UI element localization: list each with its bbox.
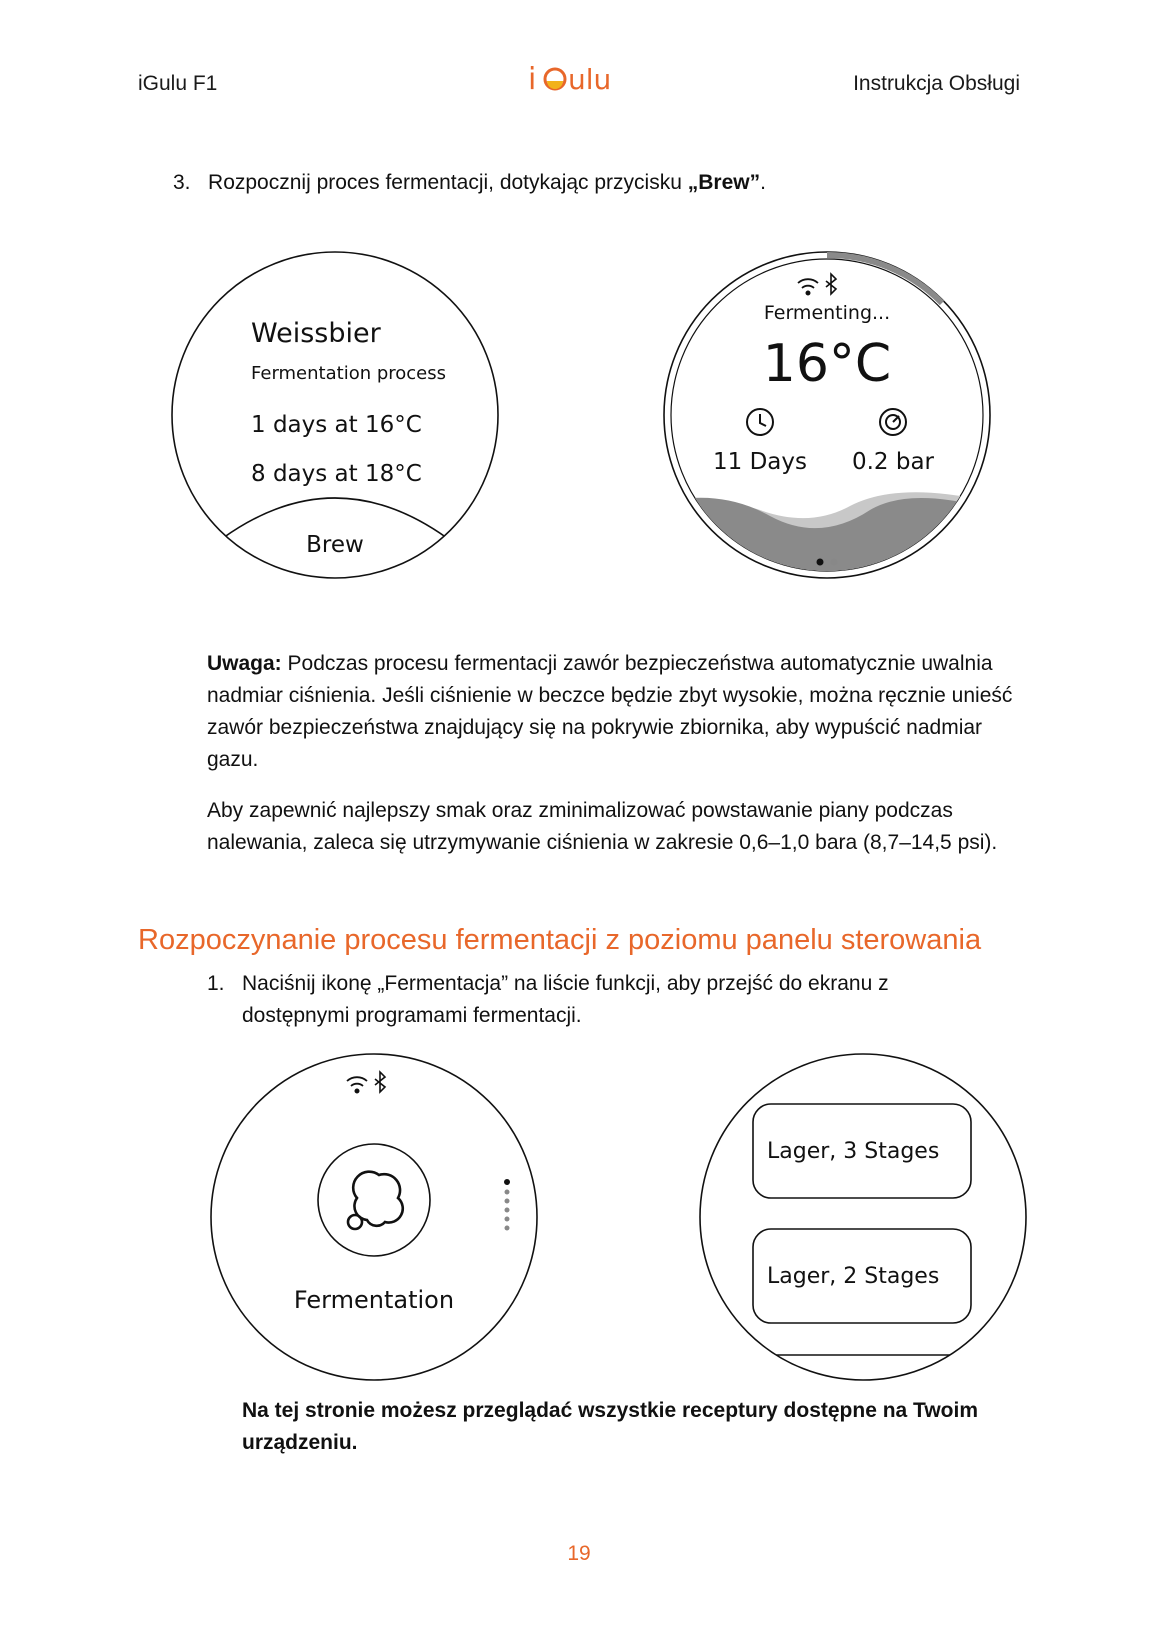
recipe-list-screen — [696, 1050, 1031, 1385]
step-3-text: Rozpocznij proces fermentacji, dotykając przycisku — [208, 171, 688, 194]
brew-button[interactable]: Brew — [306, 532, 364, 558]
recipe-item-lager-3-label: Lager, 3 Stages — [767, 1139, 940, 1164]
fermentation-icon-button[interactable] — [318, 1144, 430, 1256]
recipe-item-lager-2-label: Lager, 2 Stages — [767, 1264, 940, 1289]
note-paragraph — [207, 648, 1037, 776]
fermenting-status: Fermenting... — [763, 302, 891, 324]
step-3 — [173, 171, 766, 195]
weissbier-screen — [168, 248, 503, 583]
temperature-readout: 16°C — [762, 334, 892, 394]
recipe-item-lager-2[interactable] — [753, 1229, 971, 1323]
weissbier-title: Weissbier — [251, 318, 381, 349]
page-dot-active[interactable] — [817, 559, 824, 566]
recipe-item-lager-3[interactable] — [753, 1104, 971, 1198]
note-paragraph-2: Aby zapewnić najlepszy smak oraz zminimalizować powstawanie piany podczas nalewania, zaleca się utrzymywanie ciśnienia w zakresie 0,6–1,0 bara (8,7–14,5 psi). — [207, 799, 998, 854]
logo-graphic — [528, 60, 628, 100]
page-dot[interactable] — [831, 559, 838, 566]
step-1-number: 1. — [207, 972, 225, 995]
svg-text:i: i — [528, 62, 537, 97]
fermenting-screen — [660, 248, 995, 583]
weissbier-subtitle: Fermentation process — [251, 363, 447, 384]
stage-1-label: 1 days at 16°C — [251, 412, 422, 438]
fermentation-label: Fermentation — [293, 1286, 455, 1314]
step-3-bold: „Brew” — [687, 171, 761, 194]
pressure-readout: 0.2 bar — [851, 449, 935, 475]
header-left-title: iGulu F1 — [138, 72, 218, 95]
igulu-logo — [528, 60, 628, 100]
note-label: Uwaga: — [207, 652, 282, 675]
step-3-number: 3. — [173, 171, 191, 194]
header-right-title: Instrukcja Obsługi — [853, 72, 1020, 95]
fermentation-menu-screen — [207, 1050, 542, 1385]
stage-2-label: 8 days at 18°C — [251, 461, 422, 487]
recipes-note: Na tej stronie możesz przeglądać wszystkie receptury dostępne na Twoim urządzeniu. — [242, 1399, 978, 1454]
section-title: Rozpoczynanie procesu fermentacji z poziomu panelu sterowania — [138, 924, 982, 956]
svg-text:ulu: ulu — [568, 63, 612, 96]
note-text: Podczas procesu fermentacji zawór bezpieczeństwa automatycznie uwalnia nadmiar ciśnienia. Jeśli ciśnienie w beczce będzie zbyt wysokie, można ręcznie unieść zawór bezpieczeństwa znajdujący się na pokrywie zbiornika, aby wypuścić nadmiar gazu. — [207, 652, 1013, 771]
step-3-end: . — [760, 171, 766, 194]
step-1-text: Naciśnij ikonę „Fermentacja” na liście funkcji, aby przejść do ekranu z dostępnymi programami fermentacji. — [242, 972, 889, 1027]
page-number: 19 — [567, 1542, 591, 1565]
days-remaining: 11 Days — [713, 449, 807, 475]
